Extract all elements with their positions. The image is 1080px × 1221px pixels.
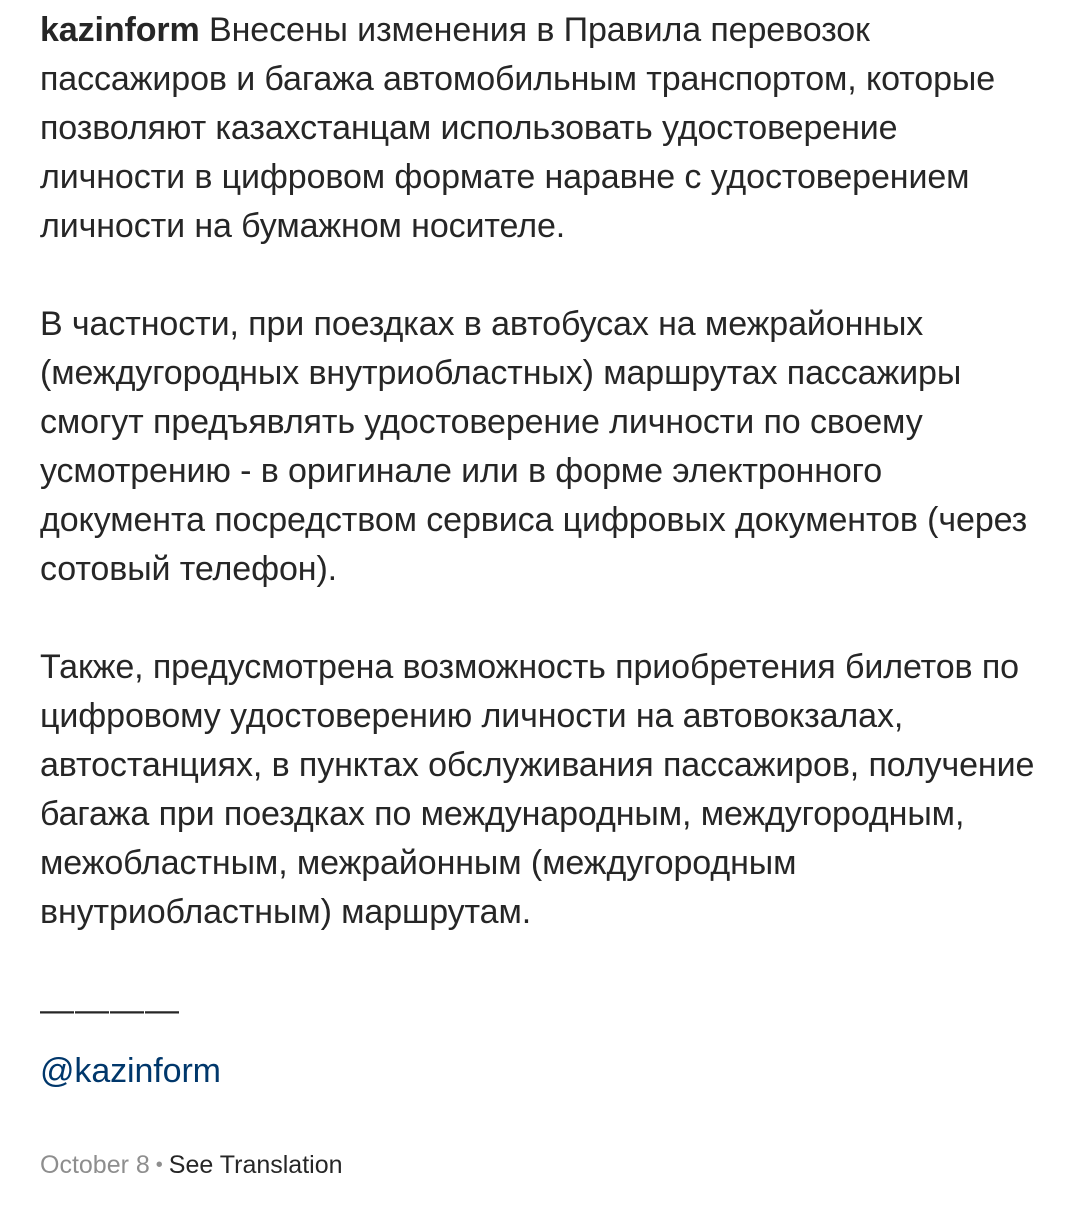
username-link[interactable]: kazinform: [40, 11, 200, 49]
mention-link[interactable]: @kazinform: [40, 1052, 221, 1090]
post-meta: [40, 1148, 343, 1182]
meta-dot: •: [155, 1154, 163, 1176]
caption-paragraph-3: Также, предусмотрена возможность приобретения билетов по цифровому удостоверению личности на автовокзалах, автостанциях, в пунктах обслуживания пассажиров, получение багажа при поездках по международным, междугородным, межобластным, межрайонным (междугородным внутриобластным) маршрутам.: [40, 648, 1035, 931]
caption-paragraph-1: [40, 6, 1050, 251]
caption-paragraph-2: В частности, при поездках в автобусах на межрайонных (междугородных внутриобластных) маршрутах пассажиры смогут предъявлять удостоверение личности по своему усмотрению - в оригинале или в форме электронного документа посредством сервиса цифровых документов (через сотовый телефон).: [40, 305, 1028, 588]
post-date: October 8: [40, 1151, 150, 1179]
caption-text-1: Внесены изменения в Правила перевозок пассажиров и багажа автомобильным транспортом, которые позволяют казахстанцам использовать удостоверение личности в цифровом формате наравне с удостоверением личности на бумажном носителе.: [40, 11, 996, 245]
see-translation-button[interactable]: See Translation: [168, 1151, 343, 1179]
caption-separator: ————: [40, 991, 180, 1029]
post-caption: [40, 6, 1050, 1096]
